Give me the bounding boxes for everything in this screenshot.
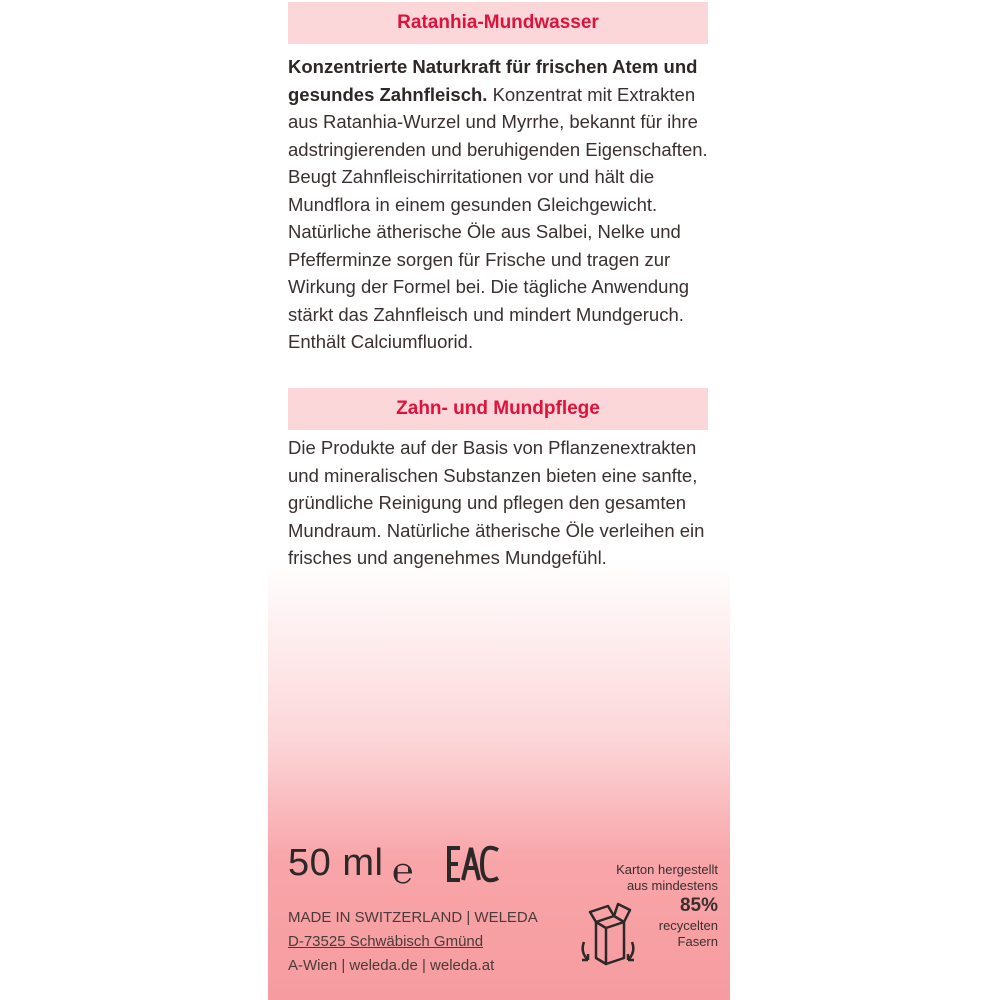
description-lead: Konzentrierte Naturkraft für frischen Atem und gesundes Zahnfleisch. bbox=[288, 56, 698, 105]
description-body: Konzentrat mit Extrakten aus Ratanhia-Wurzel und Myrrhe, bekannt für ihre adstringierenden und beruhigenden Eigenschaften. Beugt Zahnfleischirritationen vor und hält die Mundflora in einem gesunden Gleichgewicht. Natürliche ätherische Öle aus Salbei, Nelke und Pfefferminze sorgen für Frische und tragen zur Wirkung der Formel bei. Die tägliche Anwendung stärkt das Zahnfleisch und mindert Mundgeruch. Enthält Calciumfluorid. bbox=[288, 83, 708, 352]
address-line: D-73525 Schwäbisch Gmünd bbox=[288, 933, 484, 950]
volume-label: 50 ml bbox=[288, 842, 384, 884]
recycling-info bbox=[616, 862, 718, 950]
recycle-line-2: aus mindestens bbox=[626, 878, 718, 893]
section-title-zahnpflege: Zahn- und Mundpflege bbox=[396, 398, 600, 419]
label-footer bbox=[288, 840, 718, 1000]
recycle-percent: 85% bbox=[679, 895, 718, 916]
manufacturer-info bbox=[288, 906, 538, 978]
category-description bbox=[288, 434, 710, 572]
eac-mark-icon bbox=[446, 844, 502, 884]
web-line: A-Wien | weleda.de | weleda.at bbox=[288, 957, 495, 974]
recycle-line-3: recycelten bbox=[658, 918, 718, 933]
section-header-zahnpflege bbox=[288, 388, 708, 430]
recycle-line-1: Karton hergestellt bbox=[616, 862, 718, 877]
section-header-ratanhia bbox=[288, 2, 708, 44]
recycle-line-4: Fasern bbox=[677, 934, 718, 949]
estimated-sign-icon: ℮ bbox=[392, 850, 414, 891]
product-description bbox=[288, 53, 710, 356]
product-label-panel bbox=[268, 0, 730, 1000]
category-description-body: Die Produkte auf der Basis von Pflanzenextrakten und mineralischen Substanzen bieten eine sanfte, gründliche Reinigung und pflegen den gesamten Mundraum. Natürliche ätherische Öle verleihen ein frisches und angenehmes Mundgefühl. bbox=[288, 437, 705, 568]
made-in-line: MADE IN SWITZERLAND | WELEDA bbox=[288, 909, 538, 926]
section-title-ratanhia: Ratanhia-Mundwasser bbox=[397, 12, 599, 33]
